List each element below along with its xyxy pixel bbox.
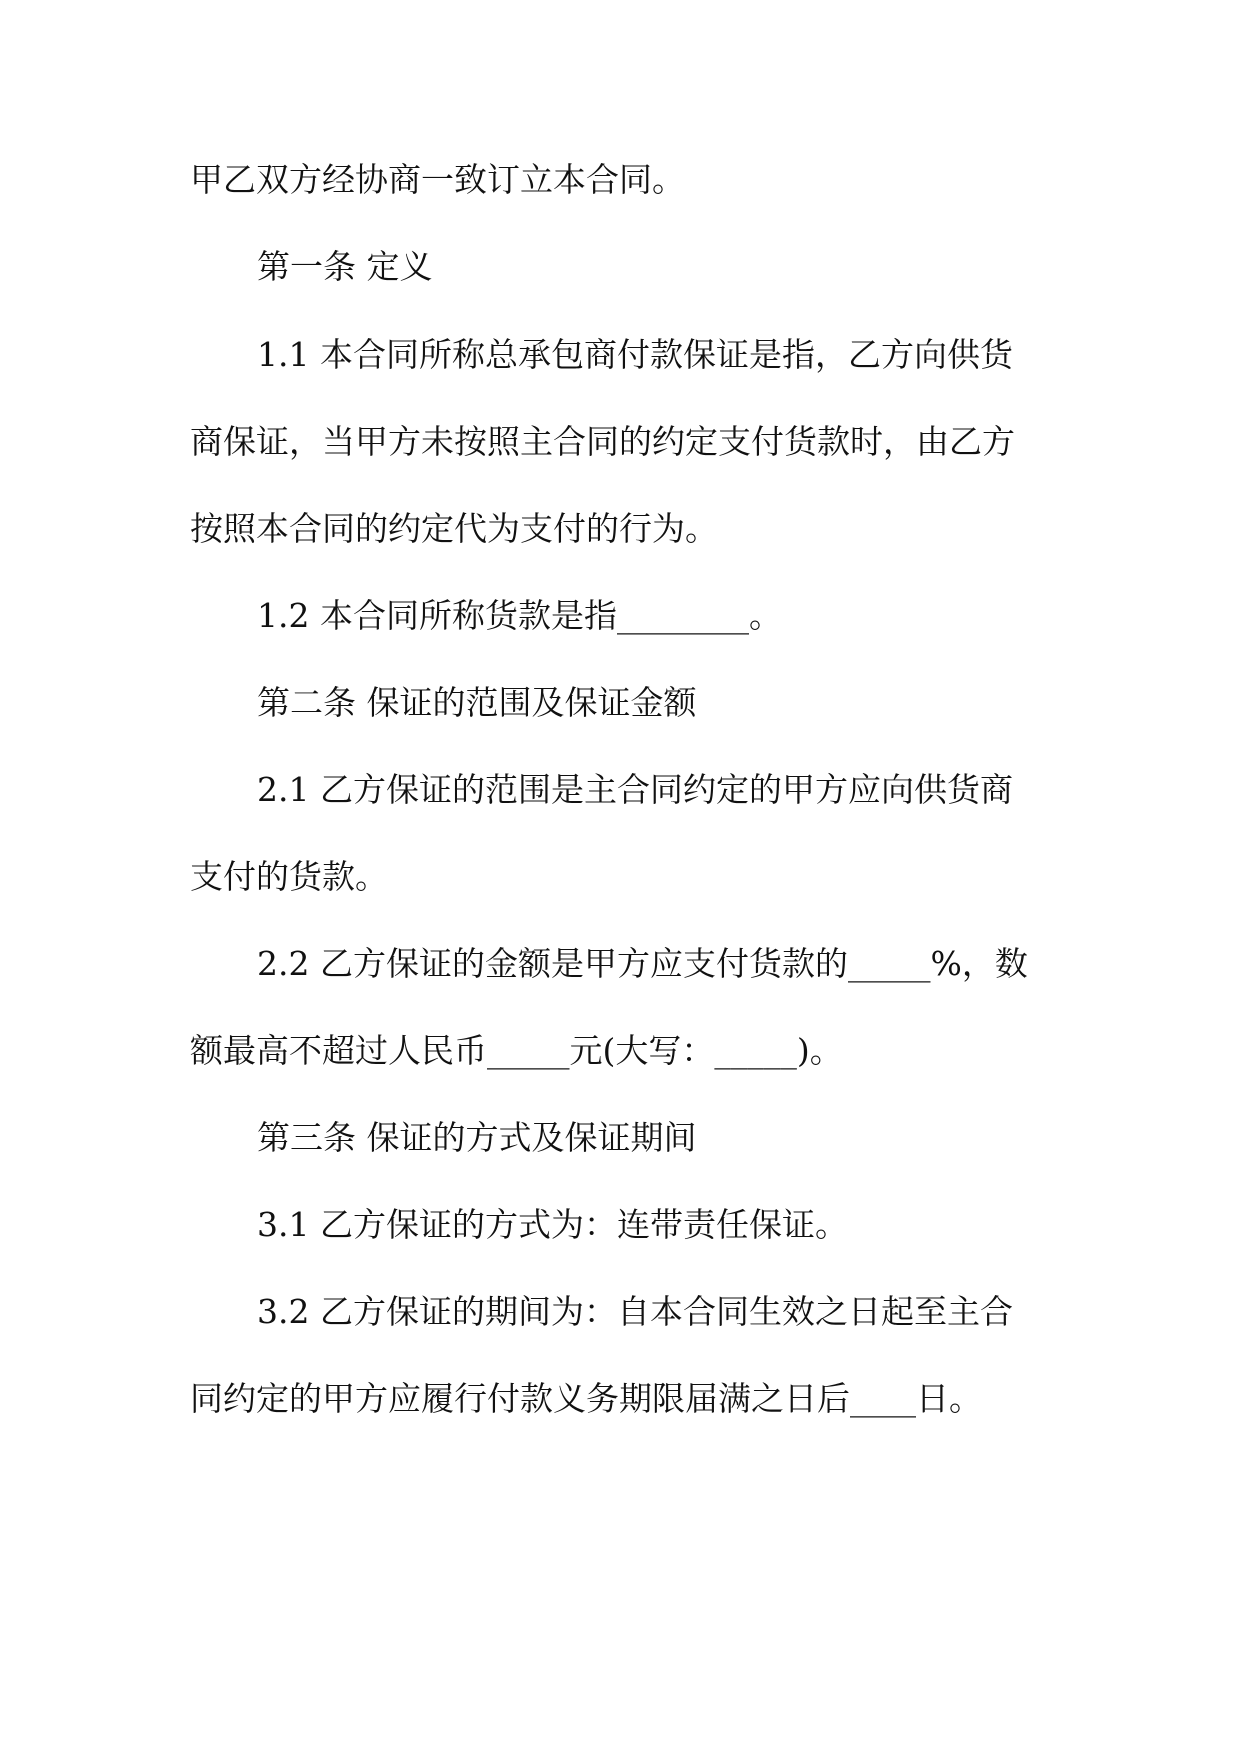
contract-intro-line: 甲乙双方经协商一致订立本合同。: [190, 160, 685, 199]
clause-3-1: 3.1 乙方保证的方式为：连带责任保证。: [257, 1205, 848, 1244]
article-2-heading: 第二条 保证的范围及保证金额: [257, 683, 697, 722]
clause-2-2-line-2: 额最高不超过人民币_____元(大写：_____)。: [190, 1031, 843, 1070]
article-3-heading: 第三条 保证的方式及保证期间: [257, 1118, 697, 1157]
clause-1-2: 1.2 本合同所称货款是指________。: [257, 596, 782, 635]
article-1-heading: 第一条 定义: [257, 247, 433, 286]
clause-2-1-line-1: 2.1 乙方保证的范围是主合同约定的甲方应向供货商: [257, 770, 1013, 809]
clause-1-1-line-1: 1.1 本合同所称总承包商付款保证是指，乙方向供货: [257, 335, 1013, 374]
clause-2-2-line-1: 2.2 乙方保证的金额是甲方应支付货款的_____%，数: [257, 944, 1028, 983]
clause-1-1-line-2: 商保证，当甲方未按照主合同的约定支付货款时，由乙方: [190, 422, 1015, 461]
clause-3-2-line-2: 同约定的甲方应履行付款义务期限届满之日后____日。: [190, 1379, 982, 1418]
clause-1-1-line-3: 按照本合同的约定代为支付的行为。: [190, 509, 718, 548]
clause-3-2-line-1: 3.2 乙方保证的期间为：自本合同生效之日起至主合: [257, 1292, 1013, 1331]
clause-2-1-line-2: 支付的货款。: [190, 857, 388, 896]
